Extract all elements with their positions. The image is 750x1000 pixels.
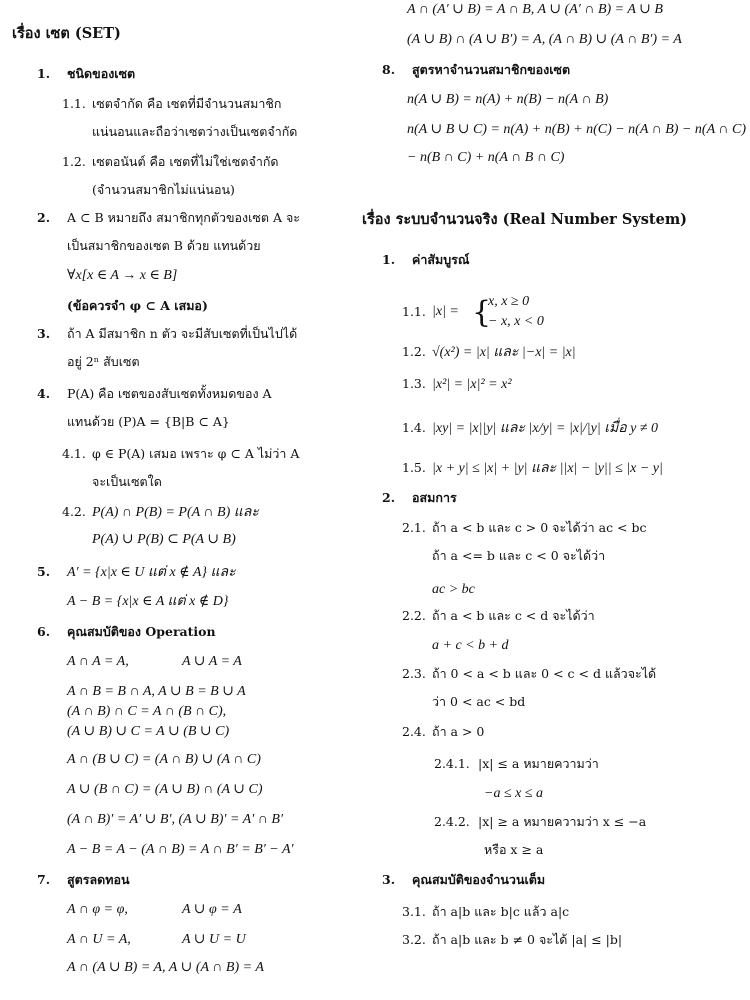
set-title: เรื่อง เซต (SET) <box>12 25 121 42</box>
section-7: 7. สูตรลดทอน <box>37 872 130 887</box>
item-4-1: 4.1. φ ∈ P(A) เสมอ เพราะ φ ⊂ A ไม่ว่า A <box>62 446 300 461</box>
op-line-7: (A ∩ B)′ = A′ ∪ B′, (A ∪ B)′ = A′ ∩ B′ <box>67 812 284 827</box>
section-2-note: (ข้อควรจำ φ ⊂ A เสมอ) <box>67 298 208 313</box>
count-line-1: n(A ∪ B) = n(A) + n(B) − n(A ∩ B) <box>407 92 609 107</box>
op-line-1b: A ∪ A = A <box>182 654 242 669</box>
section-5-cont: A − B = {x|x ∈ A แต่ x ∉ D} <box>67 594 229 609</box>
item-r1-2: 1.2. √(x²) = |x| และ |−x| = |x| <box>402 344 576 360</box>
section-2: 2. A ⊂ B หมายถึง สมาชิกทุกตัวของเซต A จะ <box>37 210 301 225</box>
real-title: เรื่อง ระบบจำนวนจริง (Real Number System) <box>362 211 688 228</box>
red-line-1a: A ∩ φ = φ, <box>67 902 128 917</box>
item-r2-4-1: 2.4.1. |x| ≤ a หมายความว่า <box>434 756 599 771</box>
section-3-cont: อยู่ 2ⁿ สับเซต <box>67 354 140 369</box>
item-1-2-cont: (จำนวนสมาชิกไม่แน่นอน) <box>92 182 235 197</box>
section-2-cont: เป็นสมาชิกของเซต B ด้วย แทนด้วย <box>67 238 261 253</box>
red-line-2a: A ∩ U = A, <box>67 932 131 947</box>
real-section-1: 1. ค่าสัมบูรณ์ <box>382 252 470 267</box>
item-r3-1: 3.1. ถ้า a|b และ b|c แล้ว a|c <box>402 904 570 919</box>
item-r1-4: 1.4. |xy| = |x||y| และ |x/y| = |x|/|y| เมื่อ y ≠ 0 <box>402 420 659 436</box>
op-line-6: A ∪ (B ∩ C) = (A ∪ B) ∩ (A ∪ C) <box>67 782 263 797</box>
item-r3-2: 3.2. ถ้า a|b และ b ≠ 0 จะได้ |a| ≤ |b| <box>402 932 623 947</box>
op-line-4: (A ∪ B) ∪ C = A ∪ (B ∪ C) <box>67 724 230 739</box>
op-line-8: A − B = A − (A ∩ B) = A ∩ B′ = B′ − A′ <box>67 842 294 857</box>
section-6: 6. คุณสมบัติของ Operation <box>37 624 216 639</box>
item-r1-3: 1.3. |x²| = |x|² = x² <box>402 376 512 392</box>
count-line-2: n(A ∪ B ∪ C) = n(A) + n(B) + n(C) − n(A ∩ B) − n(A ∩ C) <box>407 122 746 137</box>
item-r2-2: 2.2. ถ้า a < b และ c < d จะได้ว่า <box>402 608 595 623</box>
item-r2-1: 2.1. ถ้า a < b และ c > 0 จะได้ว่า ac < bc <box>402 520 647 535</box>
item-4-2-cont: P(A) ∪ P(B) ⊂ P(A ∪ B) <box>92 532 236 547</box>
item-r2-4-1-result: −a ≤ x ≤ a <box>484 786 544 801</box>
item-4-1-cont: จะเป็นเซตใด <box>92 474 162 489</box>
item-r2-4-2-result: หรือ x ≥ a <box>484 842 544 857</box>
red-line-2b: A ∪ U = U <box>182 932 246 947</box>
red-line-3: A ∩ (A ∪ B) = A, A ∪ (A ∩ B) = A <box>67 960 264 975</box>
op-line-5: A ∩ (B ∪ C) = (A ∩ B) ∪ (A ∩ C) <box>67 752 261 767</box>
count-line-3: − n(B ∩ C) + n(A ∩ B ∩ C) <box>407 150 565 165</box>
red-line-1b: A ∪ φ = A <box>182 902 242 917</box>
item-1-1-cont: แน่นอนและถือว่าเซตว่างเป็นเซตจำกัด <box>92 124 298 139</box>
item-r2-1-result: ac > bc <box>432 582 475 597</box>
section-3: 3. ถ้า A มีสมาชิก n ตัว จะมีสับเซตที่เป็นไปได้ <box>37 326 298 341</box>
section-5: 5. A′ = {x|x ∈ U แต่ x ∉ A} และ <box>37 564 236 580</box>
item-4-2: 4.2. P(A) ∩ P(B) = P(A ∩ B) และ <box>62 504 259 520</box>
item-1-1: 1.1. เซตจำกัด คือ เซตที่มีจำนวนสมาชิก <box>62 96 282 111</box>
item-r2-3-cont: ว่า 0 < ac < bd <box>432 694 526 709</box>
red-line-4: A ∩ (A′ ∪ B) = A ∩ B, A ∪ (A′ ∩ B) = A ∪ B <box>407 2 663 17</box>
item-r1-1: 1.1. |x| = { x, x ≥ 0 − x, x < 0 <box>402 294 544 330</box>
real-section-2: 2. อสมการ <box>382 490 457 505</box>
item-r2-3: 2.3. ถ้า 0 < a < b และ 0 < c < d แล้วจะได้ <box>402 666 657 681</box>
op-line-2: A ∩ B = B ∩ A, A ∪ B = B ∪ A <box>67 684 246 699</box>
section-1: 1. ชนิดของเซต <box>37 66 136 81</box>
op-line-3: (A ∩ B) ∩ C = A ∩ (B ∩ C), <box>67 704 227 719</box>
section-8: 8. สูตรหาจำนวนสมาชิกของเซต <box>382 62 571 77</box>
op-line-1a: A ∩ A = A, <box>67 654 129 669</box>
item-r1-5: 1.5. |x + y| ≤ |x| + |y| และ ||x| − |y|| ≤ |x − y| <box>402 460 663 476</box>
item-1-2: 1.2. เซตอนันต์ คือ เซตที่ไม่ใช่เซตจำกัด <box>62 154 279 169</box>
item-r2-4: 2.4. ถ้า a > 0 <box>402 724 485 739</box>
section-4-cont: แทนด้วย (P)A = {B|B ⊂ A} <box>67 414 230 429</box>
left-brace: { <box>472 295 492 330</box>
section-4: 4. P(A) คือ เซตของสับเซตทั้งหมดของ A <box>37 386 272 401</box>
real-section-3: 3. คุณสมบัติของจำนวนเต็ม <box>382 872 546 887</box>
item-r2-1-cont: ถ้า a <= b และ c < 0 จะได้ว่า <box>432 548 606 563</box>
section-2-formula: ∀x[x ∈ A → x ∈ B] <box>67 268 178 283</box>
red-line-5: (A ∪ B) ∩ (A ∪ B′) = A, (A ∩ B) ∪ (A ∩ B′) = A <box>407 32 682 47</box>
item-r2-4-2: 2.4.2. |x| ≥ a หมายความว่า x ≤ −a <box>434 814 647 829</box>
item-r2-2-result: a + c < b + d <box>432 638 509 653</box>
